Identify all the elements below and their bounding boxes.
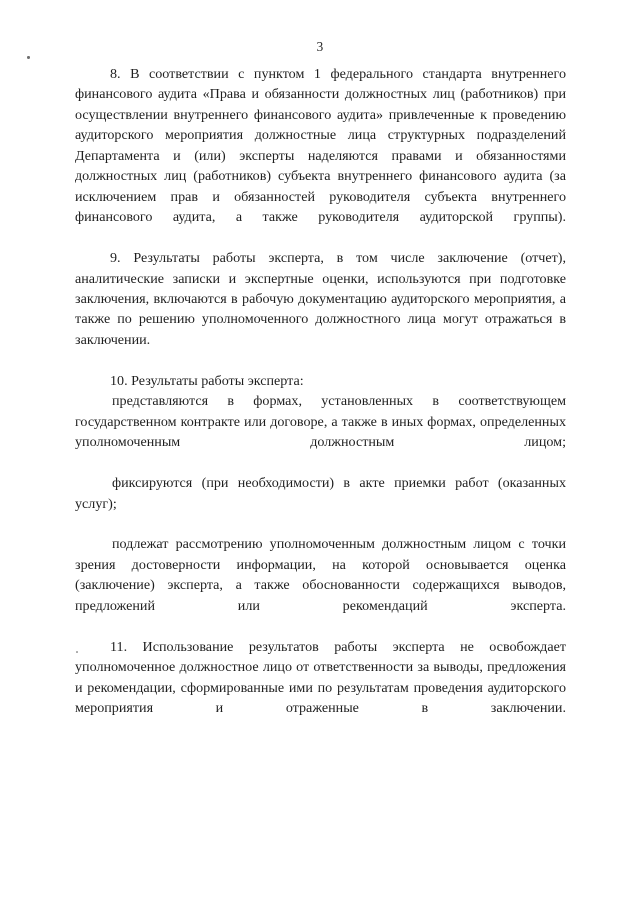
paragraph-item-10: 10. Результаты работы эксперта:: [110, 372, 304, 389]
scan-speck-icon: [27, 56, 30, 59]
scan-speck-icon: [76, 651, 78, 653]
paragraph-item-8: 8. В соответствии с пунктом 1 федерального стандарта внутреннего финансового аудита «Права и обязанности должностных лиц (работников) при осуществлении внутреннего финансового аудита» привлеченные к проведению аудиторского мероприятия должностные лица структурных подразделений Департамента и (или) эксперты наделяются правами и обязанностями должностных лиц (работников) субъекта внутреннего финансового аудита (за исключением прав и обязанностей руководителя субъекта внутреннего финансового аудита, а также руководителя аудиторской группы).: [75, 66, 566, 226]
paragraph-item-10-sub-1: представляются в формах, установленных в соответствующем государственном контракте или договоре, а также в иных формах, определенных уполномоченным должностным лицом;: [75, 393, 566, 451]
paragraph-item-11: 11. Использование результатов работы эксперта не освобождает уполномоченное должностное лицо от ответственности за выводы, предложения и рекомендации, сформированные ими по результатам проведения аудиторского мероприятия и отраженные в заключении.: [75, 638, 566, 717]
paragraph-item-10-sub-3: подлежат рассмотрению уполномоченным должностным лицом с точки зрения достоверности информации, на которой основывается оценка (заключение) эксперта, а также обоснованности содержащихся выводов, предложений или рекомендаций эксперта.: [75, 536, 566, 614]
document-body: [75, 64, 566, 739]
paragraph-item-10-sub-2: фиксируются (при необходимости) в акте приемки работ (оказанных услуг);: [75, 475, 566, 512]
page-number: 3: [316, 39, 324, 54]
paragraph-item-9: 9. Результаты работы эксперта, в том числе заключение (отчет), аналитические записки и экспертные оценки, используются при подготовке заключения, включаются в рабочую документацию аудиторского мероприятия, а также по решению уполномоченного должностного лица могут отражаться в заключении.: [75, 250, 566, 348]
